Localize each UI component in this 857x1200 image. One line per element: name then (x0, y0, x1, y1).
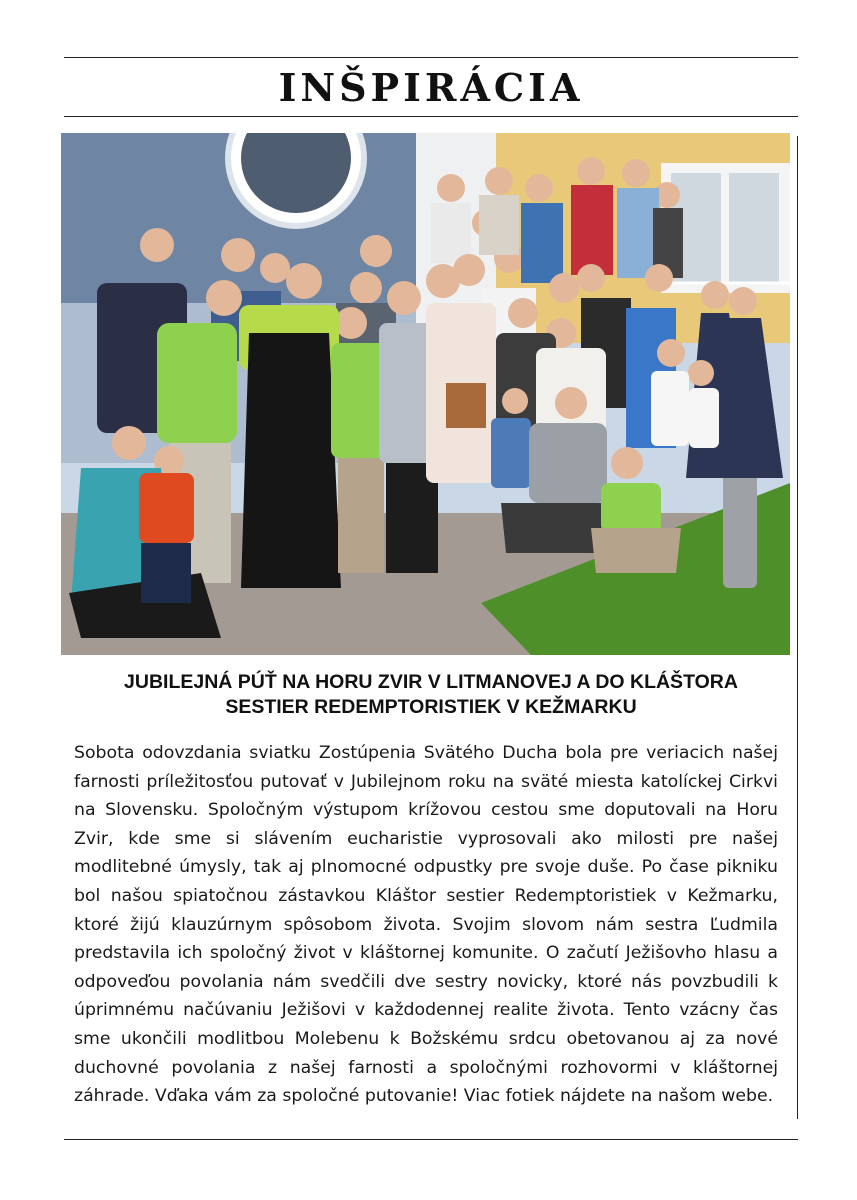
article-headline (64, 670, 798, 720)
group-photo (61, 133, 790, 655)
top-rule (64, 57, 798, 58)
article-body: Sobota odovzdania sviatku Zostúpenia Svätého Ducha bola pre veriacich našej farnosti príležitosťou putovať v Jubilejnom roku na sväté miesta katolíckej Cirkvi na Slovensku. Spoločným výstupom krížovou cestou sme doputovali na Horu Zvir, kde sme si slávením eucharistie vyprosovali ako milosti pre našej modlitebné úmysly, tak aj plnomocné odpustky pre svoje duše. Po čase pikniku bol našou spiatočnou zástavkou Kláštor sestier Redemptoristiek v Kežmarku, ktoré žijú klauzúrnym spôsobom života. Svojim slovom nám sestra Ľudmila predstavila ich spoločný život v kláštornej komunite. O začutí Ježišovho hlasu a odpoveďou povolania nám svedčili dve sestry novicky, ktoré nás povzbudili k úprimnému načúvaniu Ježišovi v každodennej realite života. Tento vzácny čas sme ukončili modlitbou Molebenu k Božskému srdcu obetovanou aj za nové duchovné povolania z našej farnosti a spoločnými rozhovormi v kláštornej záhrade. Vďaka vám za spoločné putovanie! Viac fotiek nájdete na našom webe. (74, 743, 778, 1107)
title-underline-rule (64, 116, 798, 117)
headline-line-2: SESTIER REDEMPTORISTIEK V KEŽMARKU (225, 696, 637, 718)
headline-line-1: JUBILEJNÁ PÚŤ NA HORU ZVIR V LITMANOVEJ A DO KLÁŠTORA (124, 671, 738, 693)
section-title: INŠPIRÁCIA (278, 65, 584, 110)
bottom-rule (64, 1139, 798, 1140)
group-photo-icon (61, 133, 790, 655)
side-rule (797, 136, 798, 1119)
